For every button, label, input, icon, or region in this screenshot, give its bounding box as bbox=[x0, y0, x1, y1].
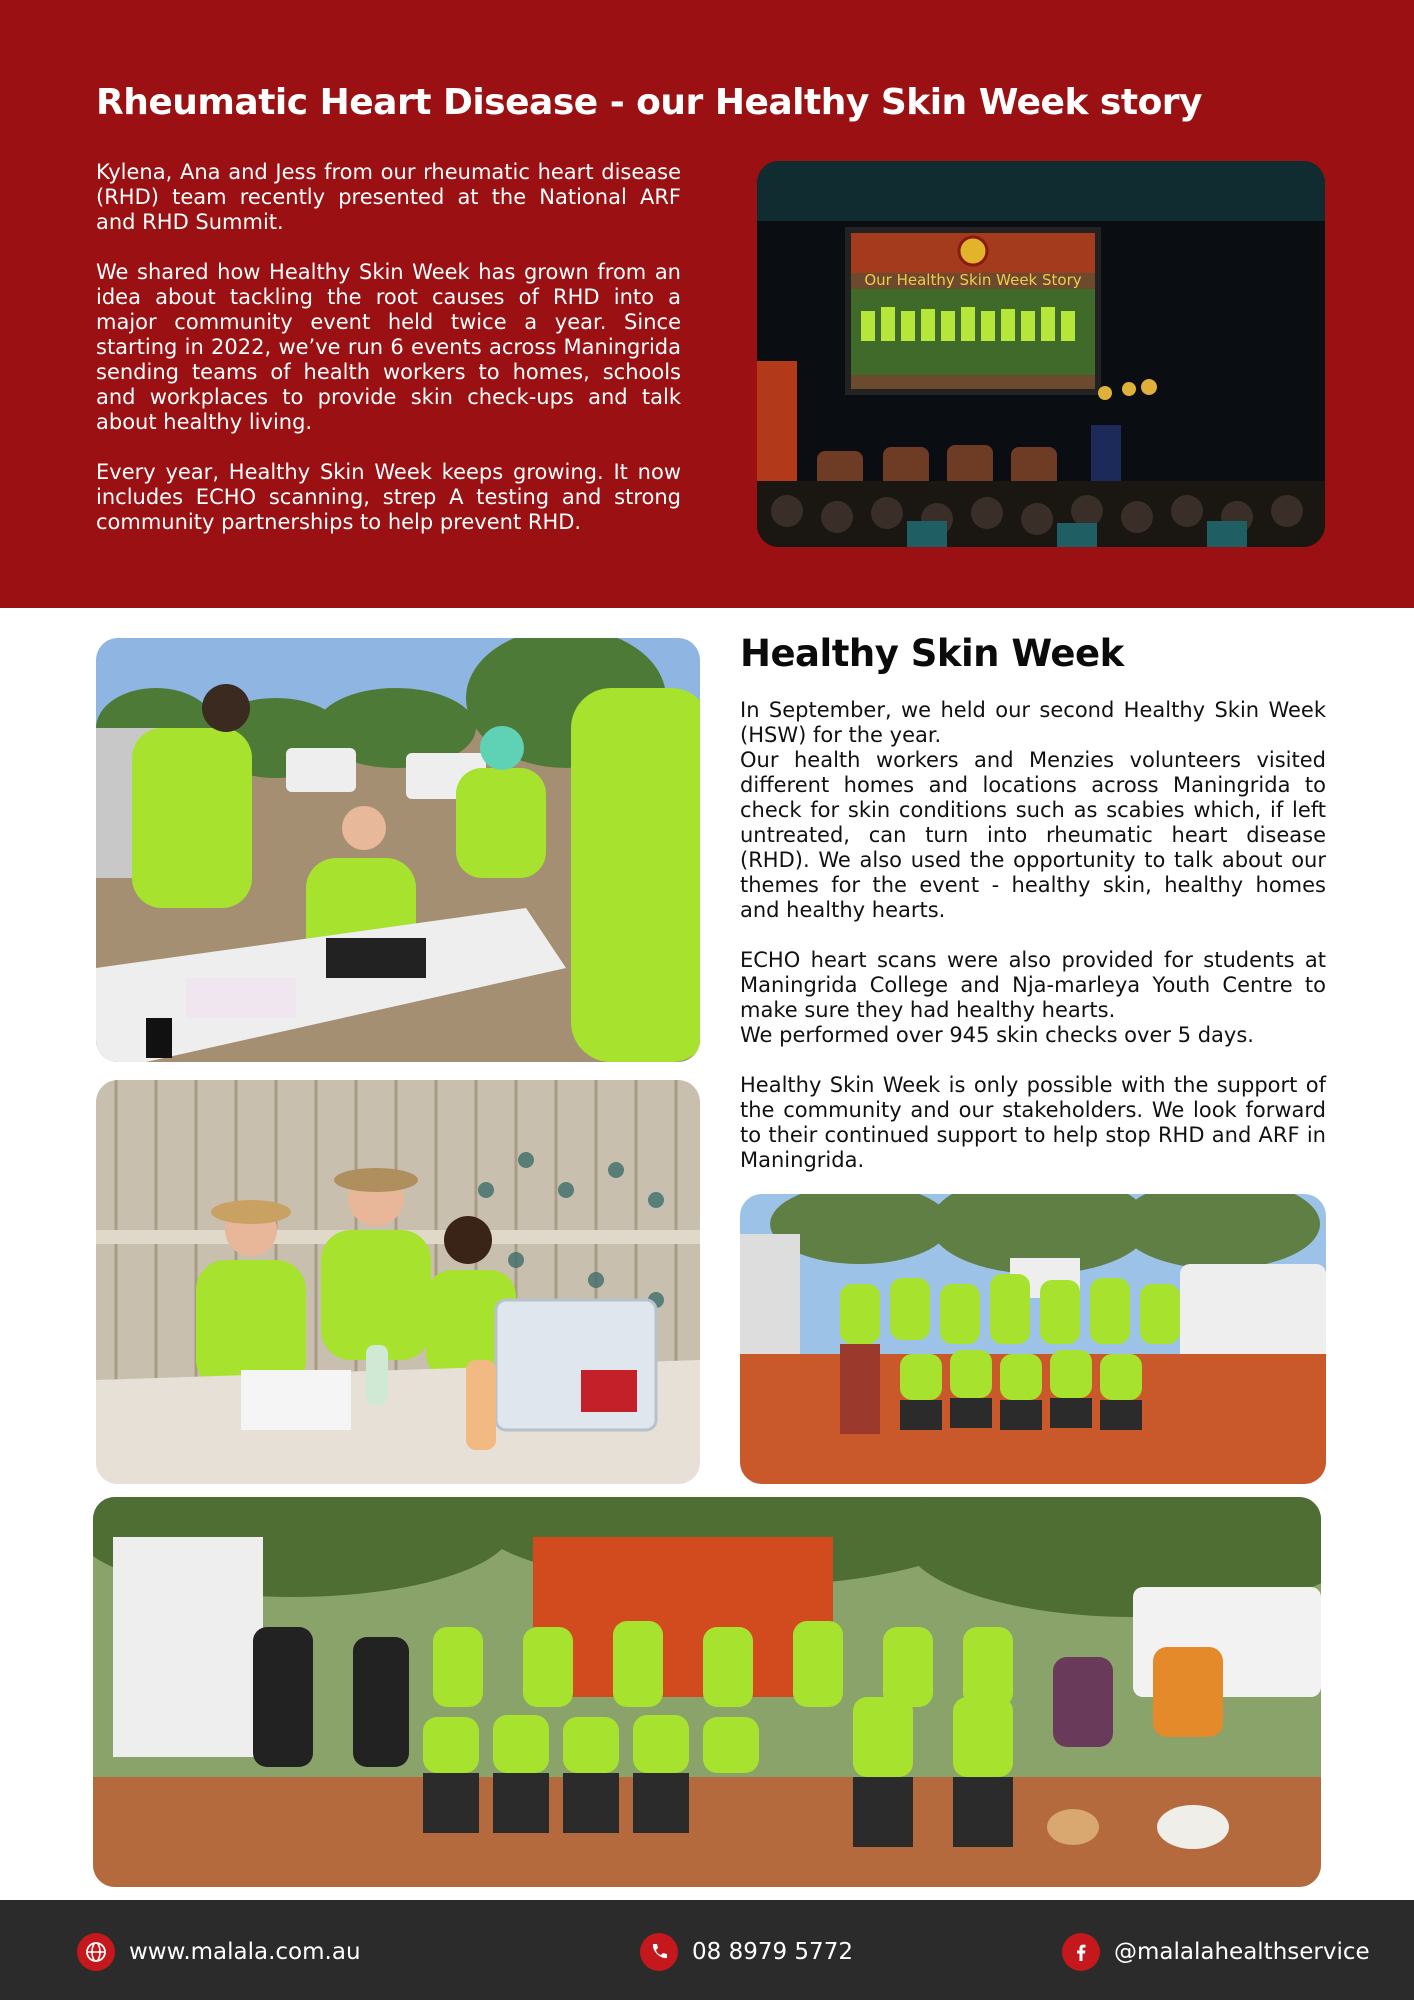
globe-icon bbox=[77, 1933, 115, 1971]
summit-stage-photo bbox=[757, 161, 1325, 547]
intro-paragraph: Kylena, Ana and Jess from our rheumatic heart disease (RHD) team recently presented at the National ARF and RHD Summit. bbox=[96, 160, 681, 234]
body-paragraph: Our health workers and Menzies volunteers visited different homes and locations across Maningrida to check for skin conditions such as scabies which, if left untreated, can turn into rheumatic heart disease (RHD). We also used the opportunity to talk about our themes for the event - healthy skin, healthy homes and healthy hearts. bbox=[740, 748, 1326, 922]
footer-phone[interactable] bbox=[640, 1932, 853, 1972]
facebook-icon bbox=[1062, 1933, 1100, 1971]
body-paragraph: In September, we held our second Healthy Skin Week (HSW) for the year. bbox=[740, 698, 1326, 747]
skin-check-station-photo bbox=[96, 1080, 700, 1484]
intro-paragraph: Every year, Healthy Skin Week keeps growing. It now includes ECHO scanning, strep A testing and strong community partnerships to help prevent RHD. bbox=[96, 460, 681, 534]
facebook-handle[interactable]: @malalahealthservice bbox=[1114, 1939, 1370, 1965]
intro-text bbox=[96, 160, 681, 560]
phone-icon bbox=[640, 1933, 678, 1971]
header-band bbox=[0, 0, 1414, 608]
intro-paragraph: We shared how Healthy Skin Week has grown from an idea about tackling the root causes of RHD into a major community event held twice a year. Since starting in 2022, we’ve run 6 events across Maningrida sending teams of health workers to homes, schools and workplaces to provide skin check-ups and talk about healthy living. bbox=[96, 260, 681, 434]
footer-facebook[interactable] bbox=[1062, 1932, 1370, 1972]
website-link[interactable]: www.malala.com.au bbox=[129, 1939, 361, 1965]
page-title: Rheumatic Heart Disease - our Healthy Skin Week story bbox=[96, 82, 1203, 123]
footer bbox=[0, 1900, 1414, 2000]
stage-screen-text: Our Healthy Skin Week Story bbox=[864, 271, 1082, 289]
section-body bbox=[740, 698, 1326, 1173]
section-title: Healthy Skin Week bbox=[740, 632, 1124, 675]
team-group-photo bbox=[740, 1194, 1326, 1484]
phone-number[interactable]: 08 8979 5772 bbox=[692, 1939, 853, 1965]
community-group-photo bbox=[93, 1497, 1321, 1887]
skin-check-table-photo bbox=[96, 638, 700, 1062]
footer-website[interactable] bbox=[77, 1932, 361, 1972]
body-paragraph: ECHO heart scans were also provided for students at Maningrida College and Nja-marleya Youth Centre to make sure they had healthy hearts. bbox=[740, 948, 1326, 1022]
body-paragraph: We performed over 945 skin checks over 5 days. bbox=[740, 1023, 1254, 1047]
body-paragraph: Healthy Skin Week is only possible with the support of the community and our stakeholders. We look forward to their continued support to help stop RHD and ARF in Maningrida. bbox=[740, 1073, 1326, 1172]
